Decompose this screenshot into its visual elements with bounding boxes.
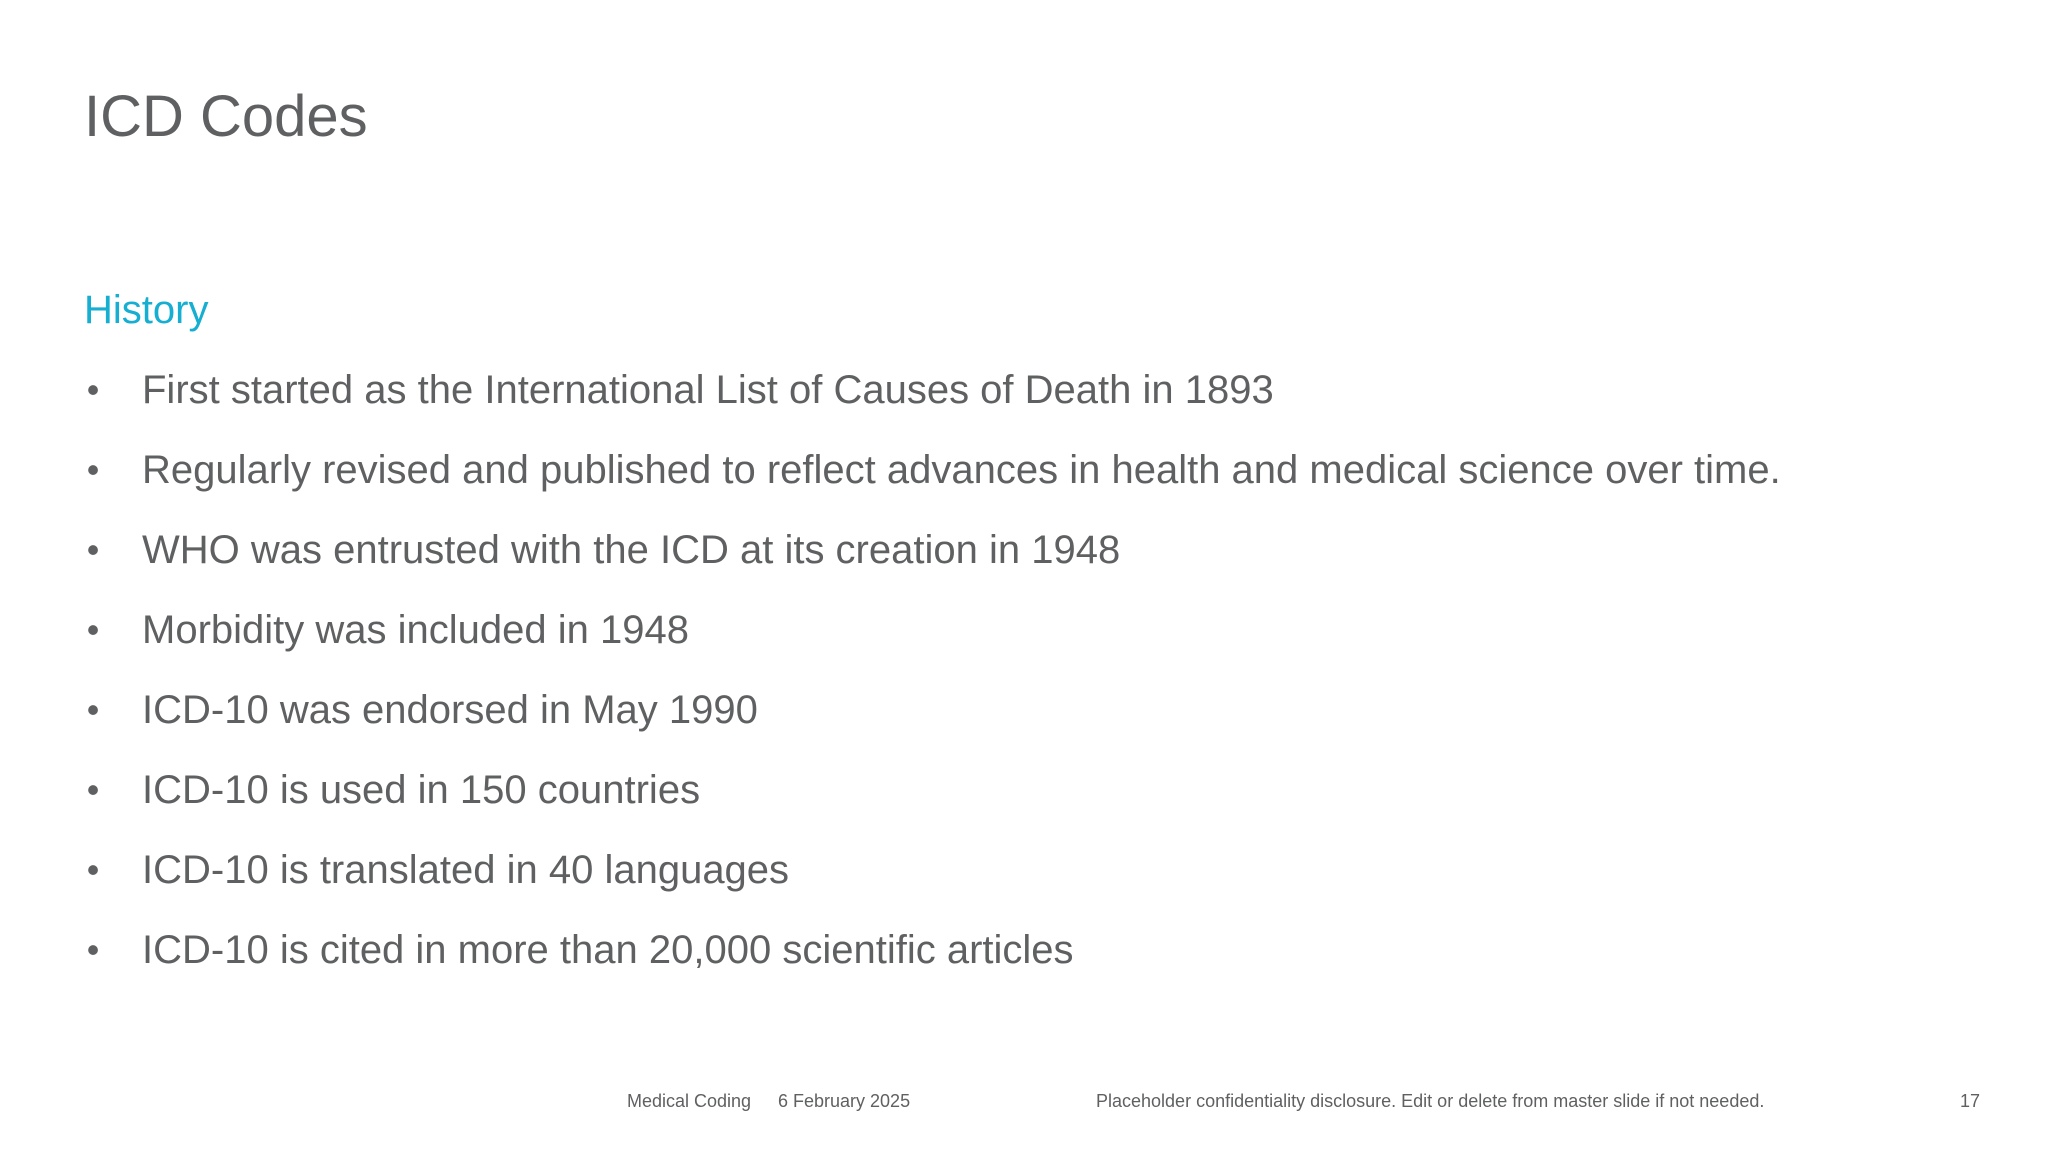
bullet-icon: • xyxy=(86,689,100,730)
bullet-item xyxy=(84,602,1964,658)
bullet-icon: • xyxy=(86,449,100,490)
bullet-icon: • xyxy=(86,609,100,650)
bullet-icon: • xyxy=(86,529,100,570)
bullet-item xyxy=(84,442,1964,498)
bullet-icon: • xyxy=(86,849,100,890)
footer-presentation-title: Medical Coding xyxy=(627,1091,752,1111)
bullet-text: ICD-10 is used in 150 countries xyxy=(142,768,701,812)
bullet-item xyxy=(84,682,1964,738)
slide-content xyxy=(84,282,1964,1002)
bullet-item xyxy=(84,362,1964,418)
bullet-text: Morbidity was included in 1948 xyxy=(142,608,689,652)
footer-date: 6 February 2025 xyxy=(778,1091,911,1111)
bullet-item xyxy=(84,522,1964,578)
bullet-item xyxy=(84,922,1964,978)
bullet-text: ICD-10 was endorsed in May 1990 xyxy=(142,688,758,732)
bullet-item xyxy=(84,762,1964,818)
footer-page-number: 17 xyxy=(1960,1091,1981,1111)
bullet-icon: • xyxy=(86,369,100,410)
bullet-item xyxy=(84,842,1964,898)
bullet-text: Regularly revised and published to reflect advances in health and medical science over time. xyxy=(142,448,1781,492)
bullet-text: First started as the International List of Causes of Death in 1893 xyxy=(142,368,1274,412)
footer-disclosure: Placeholder confidentiality disclosure. Edit or delete from master slide if not needed. xyxy=(1096,1091,1765,1111)
bullet-text: ICD-10 is cited in more than 20,000 scientific articles xyxy=(142,928,1074,972)
bullet-text: ICD-10 is translated in 40 languages xyxy=(142,848,790,892)
bullet-text: WHO was entrusted with the ICD at its creation in 1948 xyxy=(142,528,1121,572)
section-heading: History xyxy=(84,288,209,332)
slide-title: ICD Codes xyxy=(84,84,368,149)
bullet-list xyxy=(84,362,1964,978)
bullet-icon: • xyxy=(86,929,100,970)
bullet-icon: • xyxy=(86,769,100,810)
